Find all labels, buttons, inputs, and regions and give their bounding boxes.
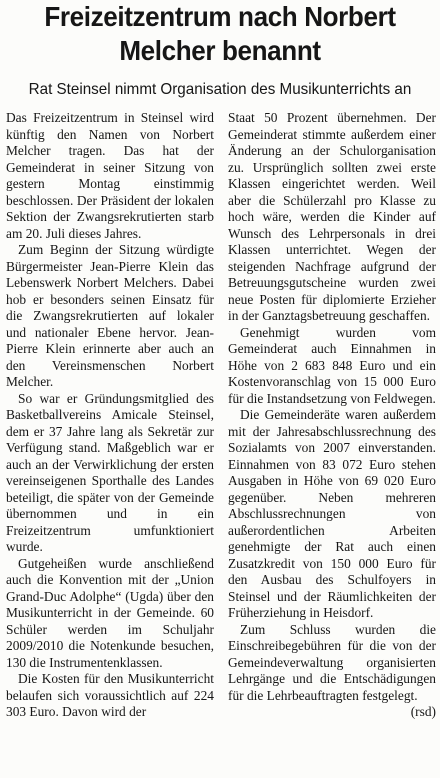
paragraph: Genehmigt wurden vom Gemeinderat auch Einnahmen in Höhe von 2 683 848 Euro und ein Kostenvoranschlag von 15 000 Euro für die Instandsetzung von Feldwegen. [228,324,436,406]
paragraph: So war er Gründungsmitglied des Basketballvereins Amicale Steinsel, dem er 37 Jahre lang als Sekretär zur Verfügung stand. Maßgeblich war er auch an der Verwirklichung der ersten vereinseigenen Sporthalle des Landes beteiligt, die später von der Gemeinde übernommen und in ein Freizeitzentrum umfunktioniert wurde. [6,390,214,554]
article-column-right [228,110,436,776]
paragraph: Zum Schluss wurden die Einschreibegebühren für die von der Gemeindeverwaltung organisierten Lehrgänge und die Entschädigungen für die Lehrbeauftragten festgelegt. [228,621,436,703]
paragraph: Zum Beginn der Sitzung würdigte Bürgermeister Jean-Pierre Klein das Lebenswerk Norbert Melchers. Dabei hob er besonders seinen Einsatz für die Zwangsrekrutierten auf lokaler und nationaler Ebene hervor. Jean-Pierre Klein erinnerte aber auch an den Vereinsmenschen Norbert Melcher. [6,242,214,389]
author-signature: (rsd) [410,704,436,719]
paragraph: Die Kosten für den Musikunterricht belaufen sich voraussichtlich auf 224 303 Euro. Davon wird der [6,671,214,719]
article-column-left [6,110,214,776]
subheadline: Rat Steinsel nimmt Organisation des Musikunterrichts an [28,81,412,98]
headline: Freizeitzentrum nach Norbert Melcher benannt [44,1,396,66]
paragraph: Gutgeheißen wurde anschließend auch die Konvention mit der „Union Grand-Duc Adolphe“ (Ugda) über den Musikunterricht in der Gemeinde. 60 Schüler werden im Schuljahr 2009/2010 die Notenkunde besuchen, 130 die Instrumentenklassen. [6,555,214,670]
paragraph: Das Freizeitzentrum in Steinsel wird künftig den Namen von Norbert Melcher tragen. Das hat der Gemeinderat in seiner Sitzung von gestern Montag einstimmig beschlossen. Der Präsident der lokalen Sektion der Zwangsrekrutierten starb am 20. Juli dieses Jahres. [6,110,214,241]
paragraph: Staat 50 Prozent übernehmen. Der Gemeinderat stimmte außerdem einer Änderung an der Schulorganisation zu. Ursprünglich sollten zwei erste Klassen eingerichtet werden. Weil aber die Schülerzahl pro Klasse zu hoch wäre, werden die Kinder auf Wunsch des Lehrpersonals in drei Klassen unterrichtet. Wegen der steigenden Nachfrage aufgrund der Betreuungsgutscheine wurden zwei neue Posten für diplomierte Erzieher in der Ganztagsbetreuung geschaffen. [228,110,436,323]
paragraph: Die Gemeinderäte waren außerdem mit der Jahresabschlussrechnung des Sozialamts von 2007 einverstanden. Einnahmen von 83 072 Euro stehen Ausgaben in Höhe von 69 020 Euro gegenüber. Neben mehreren Abschlussrechnungen von außerordentlichen Arbeiten genehmigte der Rat auch einen Zusatzkredit von 150 000 Euro für den Ausbau des Schulfoyers in Steinsel und der Räumlichkeiten der Früherziehung in Heisdorf. [228,407,436,620]
